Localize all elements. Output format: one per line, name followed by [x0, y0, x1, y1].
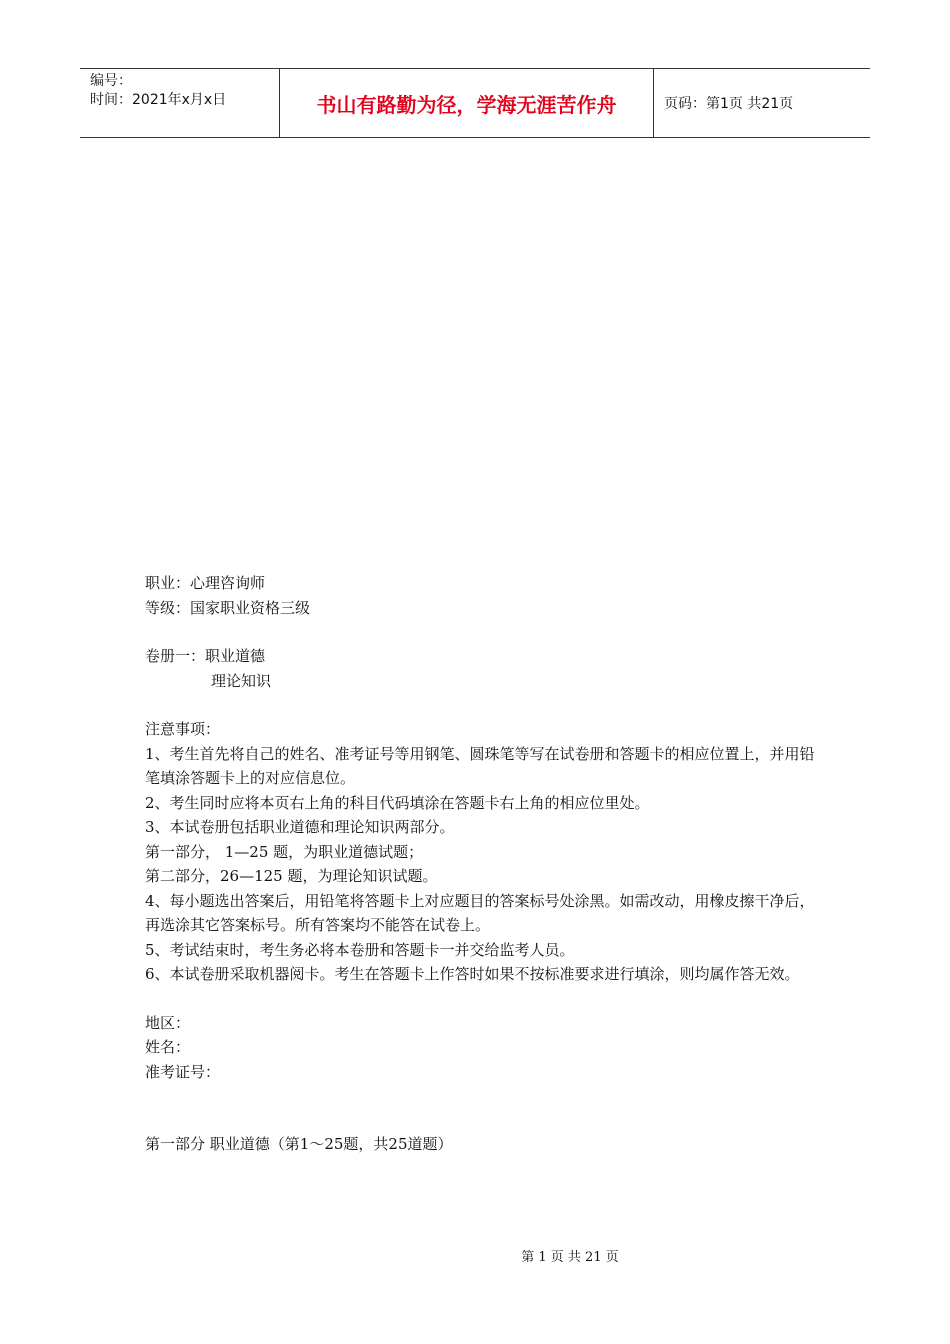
footer-page-number: 第 1 页 共 21 页 [521, 1250, 619, 1265]
note-item: 4、每小题选出答案后，用铅笔将答题卡上对应题目的答案标号处涂黑。如需改动，用橡皮擦干净后，再选涂其它答案标号。所有答案均不能答在试卷上。 [145, 891, 815, 934]
note-item: 5、考试结束时，考生务必将本卷册和答题卡一并交给监考人员。 [145, 940, 575, 959]
header-meta [80, 69, 280, 137]
note-item: 2、考生同时应将本页右上角的科目代码填涂在答题卡右上角的相应位里处。 [145, 793, 650, 812]
code-label: 编号： [90, 73, 132, 89]
region-field: 地区： [145, 1013, 191, 1032]
note-item: 第一部分， 1—25 题，为职业道德试题； [145, 842, 424, 861]
time-label: 时间：2021年x月x日 [90, 92, 227, 108]
volume-sub-line: 理论知识 [211, 671, 272, 690]
name-field: 姓名： [145, 1038, 191, 1056]
header-page-info: 页码：第1页 共21页 [664, 96, 794, 112]
notes-title: 注意事项： [145, 720, 221, 738]
volume-line: 卷册一：职业道德 [145, 647, 266, 665]
note-item: 1、考生首先将自己的姓名、准考证号等用钢笔、圆珠笔等写在试卷册和答题卡的相应位置上，并用铅笔填涂答题卡上的对应信息位。 [145, 744, 815, 787]
header-motto: 书山有路勤为径，学海无涯苦作舟 [280, 69, 654, 137]
page-header [80, 68, 870, 138]
note-item: 6、本试卷册采取机器阅卡。考生在答题卡上作答时如果不按标准要求进行填涂，则均属作答无效。 [145, 965, 800, 983]
exam-id-field: 准考证号： [145, 1062, 221, 1081]
note-item: 3、本试卷册包括职业道德和理论知识两部分。 [145, 818, 455, 836]
occupation-line: 职业：心理咨询师 [145, 574, 266, 592]
level-line: 等级：国家职业资格三级 [145, 598, 311, 617]
page-footer [0, 1246, 950, 1265]
document-body [145, 571, 815, 1157]
section-title: 第一部分 职业道德（第1～25题，共25道题） [145, 1135, 453, 1153]
note-item: 第二部分，26—125 题，为理论知识试题。 [145, 867, 438, 885]
